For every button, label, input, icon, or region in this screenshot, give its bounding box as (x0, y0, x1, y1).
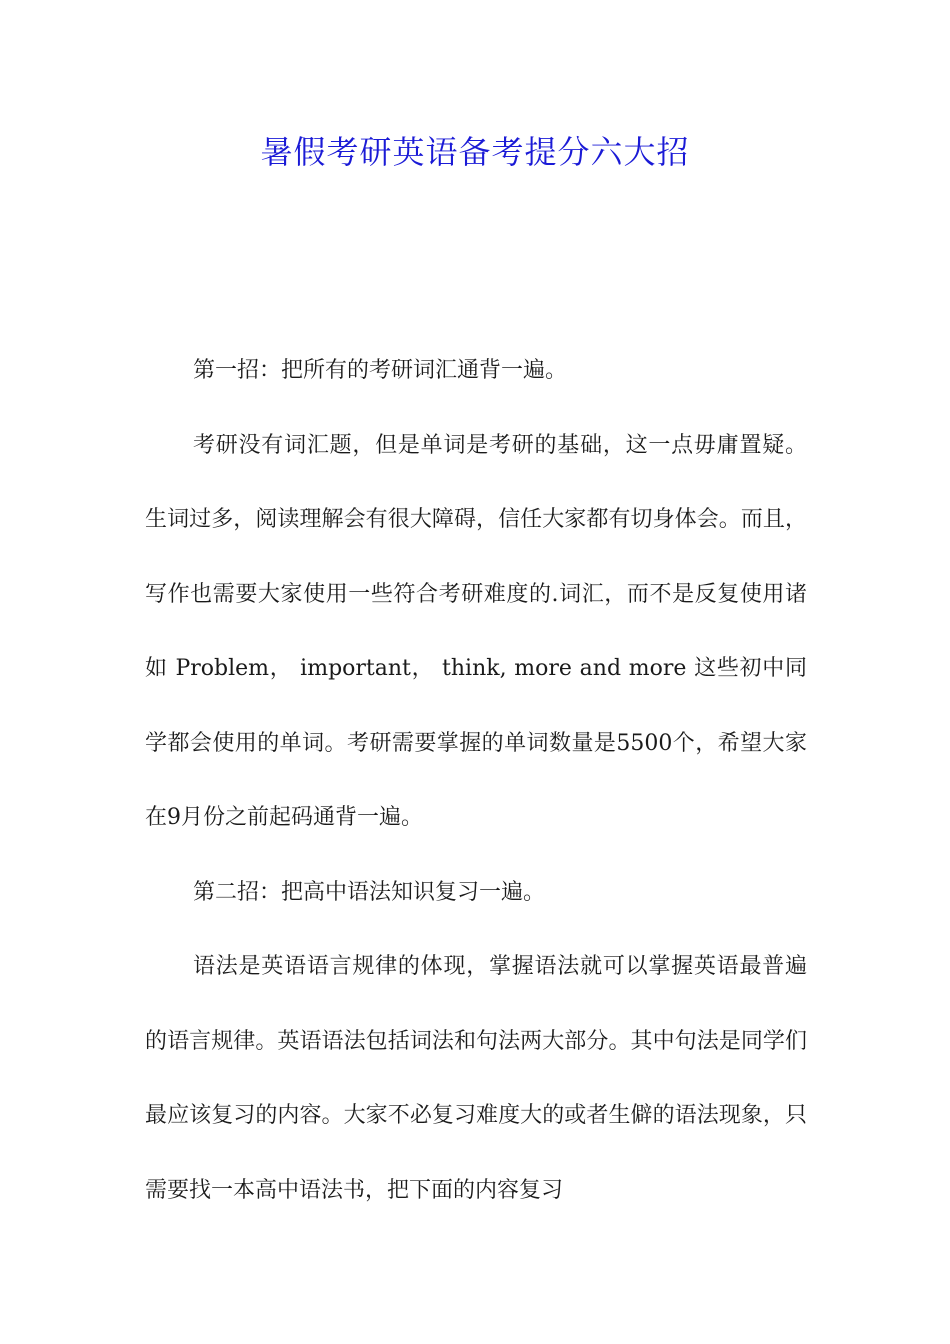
paragraph-heading-1: 第一招：把所有的考研词汇通背一遍。 (193, 358, 568, 383)
document-title: 暑假考研英语备考提分六大招 (260, 133, 690, 171)
paragraph-grammar: 语法是英语语言规律的体现，掌握语法就可以掌握英语最普遍的语言规律。英语语法包括词法和句法两大部分。其中句法是同学们最应该复习的内容。大家不必复习难度大的或者生僻的语法现象，只需要找一本高中语法书，把下面的内容复习 (145, 954, 807, 1203)
paragraph-heading-2: 第二招：把高中语法知识复习一遍。 (193, 879, 546, 905)
paragraph-vocabulary: 考研没有词汇题，但是单词是考研的基础，这一点毋庸置疑。生词过多，阅读理解会有很大障碍，信任大家都有切身体会。而且，写作也需要大家使用一些符合考研难度的.词汇，而不是反复使用诸如 Problem， important， think, more and more 这些初中同学都会使用的单词。考研需要掌握的单词数量是5500个，希望大家在9月份之前起码通背一遍。 (145, 432, 807, 830)
document-body (145, 334, 807, 1228)
